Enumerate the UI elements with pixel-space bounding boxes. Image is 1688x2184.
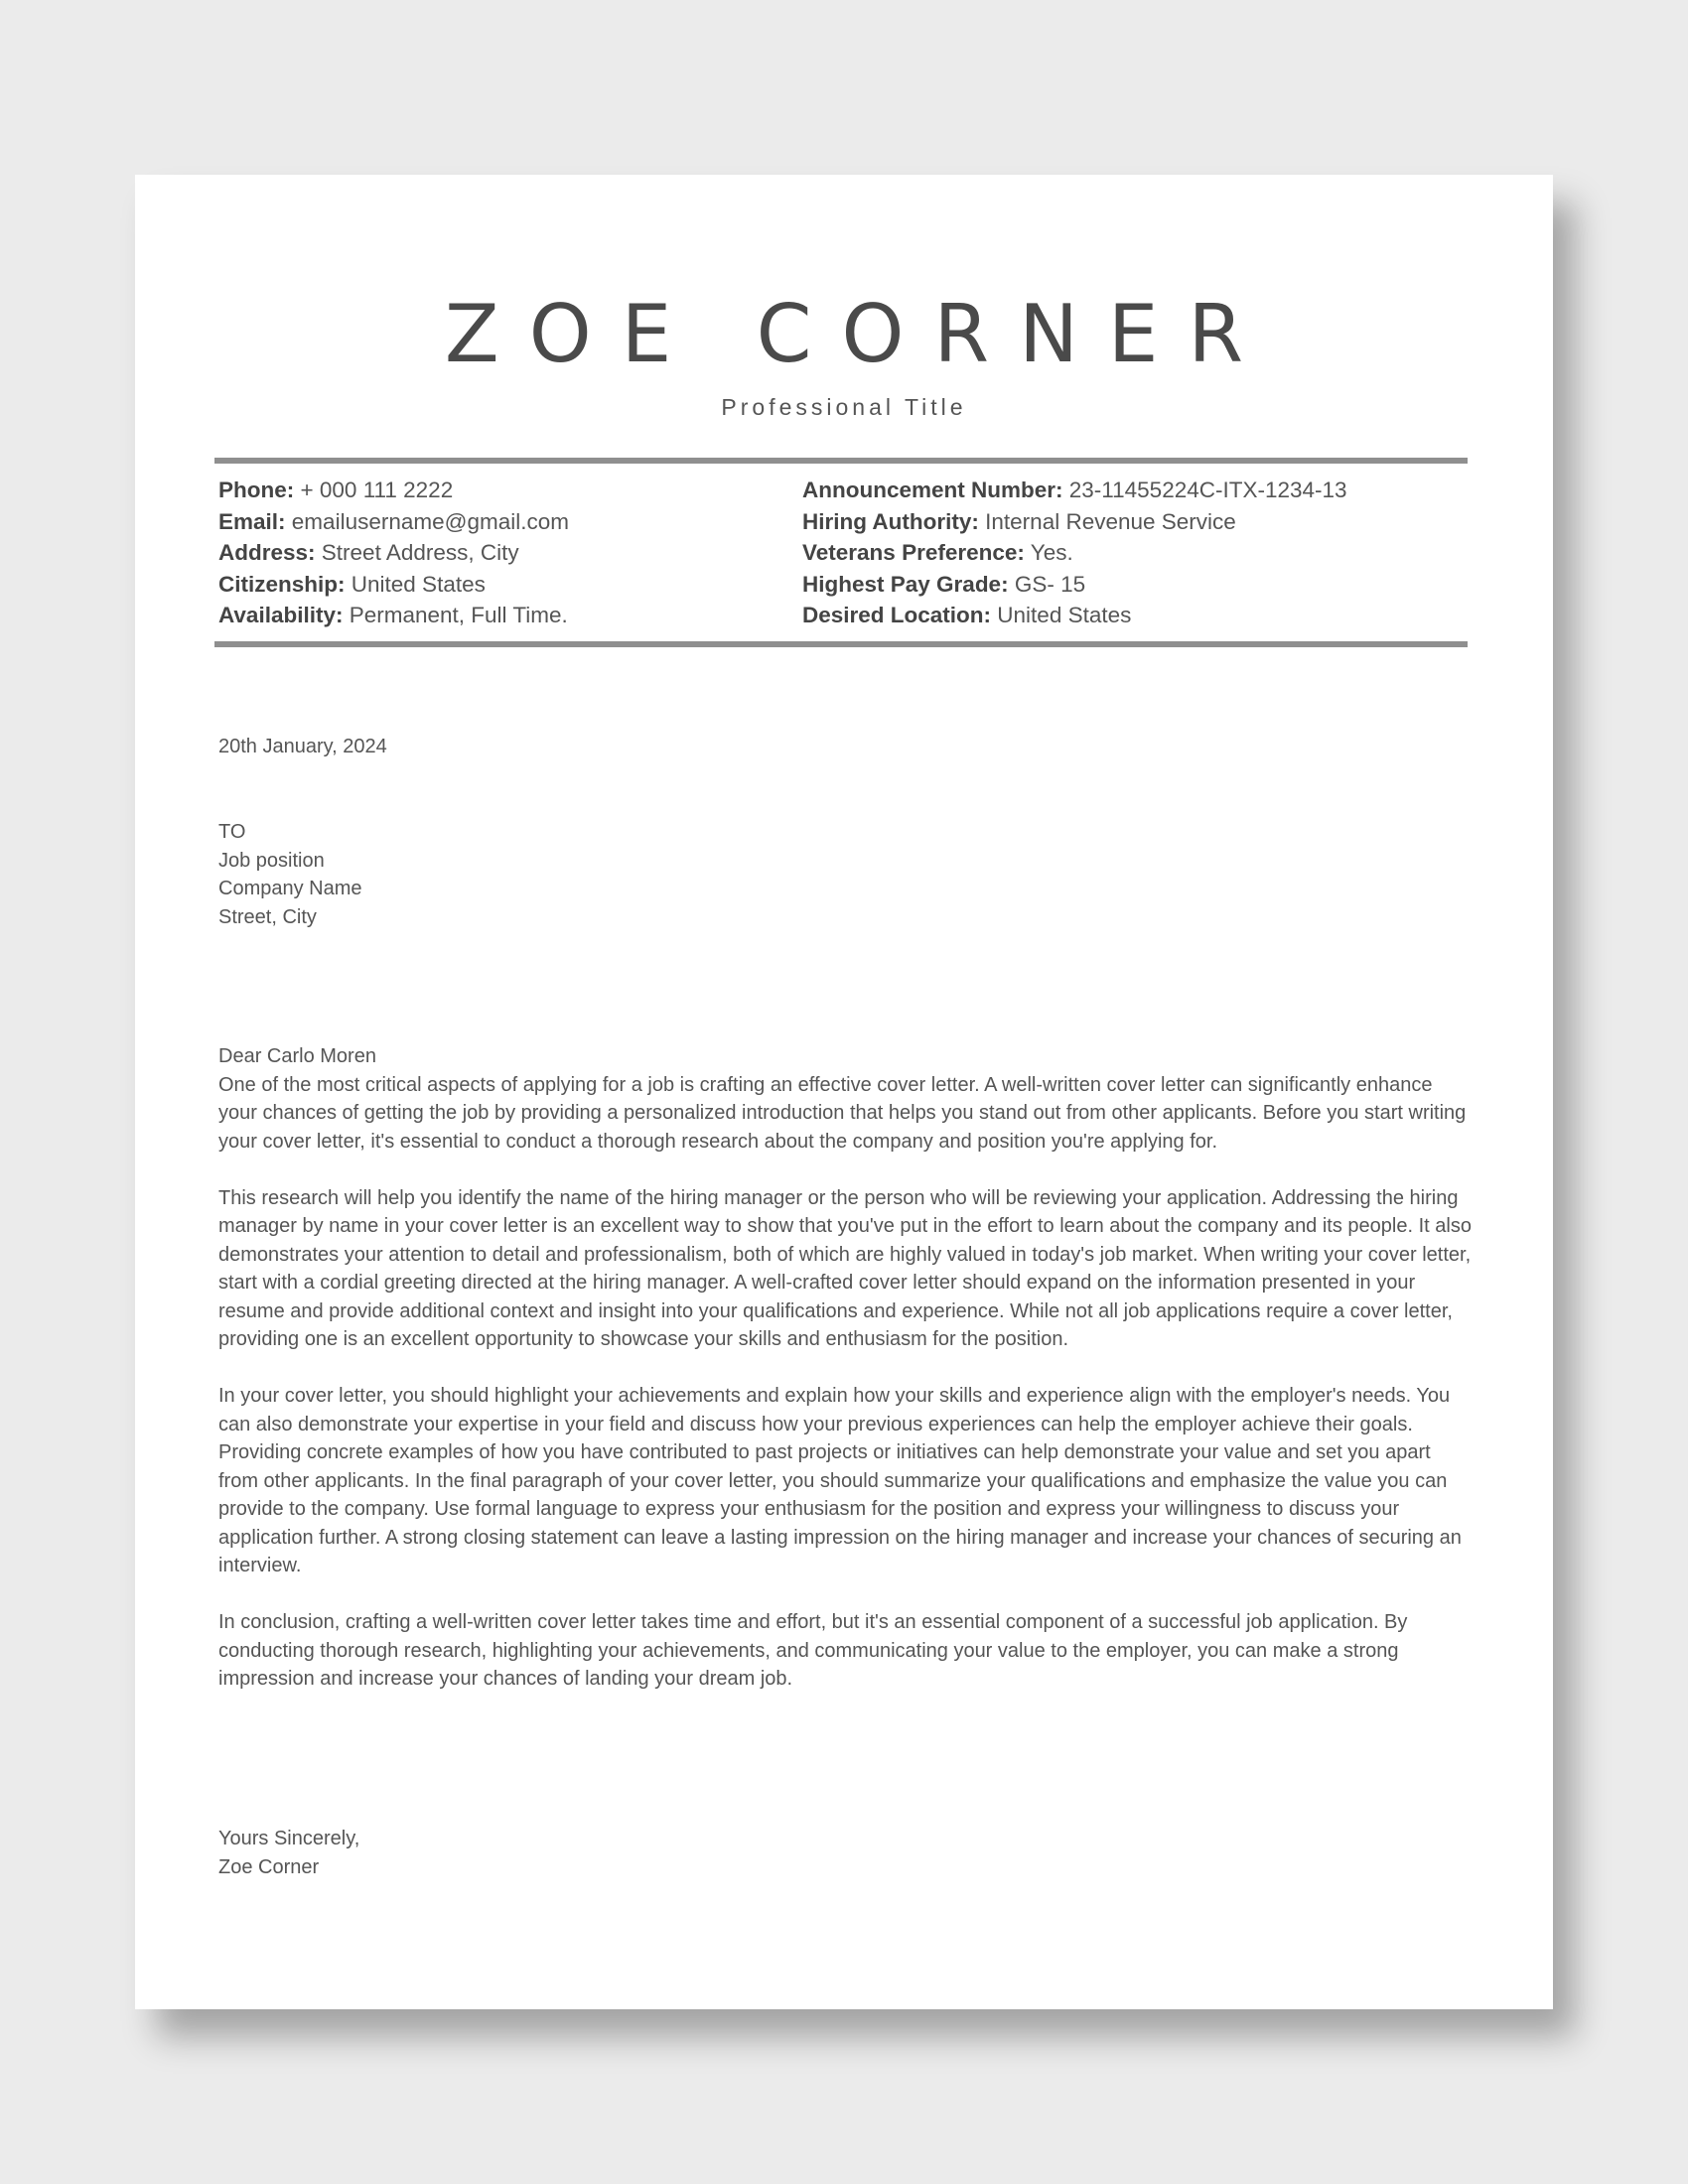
info-veterans-preference [802,537,1347,569]
info-email [218,506,569,538]
letter-paragraph: This research will help you identify the name of the hiring manager or the person who will be reviewing your application. Addressing the hiring manager by name in your cover letter is an excellent way to show that you've put in the effort to learn about the company and its people. It also demonstrates your attention to detail and professionalism, both of which are highly valued in today's job market. When writing your cover letter, start with a cordial greeting directed at the hiring manager. A well-crafted cover letter should expand on the information presented in your resume and provide additional context and insight into your qualifications and experience. While not all job applications require a cover letter, providing one is an excellent opportunity to showcase your skills and enthusiasm for the position. [218,1186,1472,1350]
info-label: Email: [218,508,286,534]
contact-info-right [802,475,1347,631]
recipient-block [218,818,1472,931]
info-label: Veterans Preference: [802,540,1025,565]
info-label: Address: [218,540,316,565]
info-value: United States [997,603,1132,627]
recipient-line: Job position [218,849,325,872]
info-value: 23-11455224C-ITX-1234-13 [1068,478,1347,502]
letter-paragraph: One of the most critical aspects of applying for a job is crafting an effective cover letter. A well-written cover letter can significantly enhance your chances of getting the job by providing a personalized introduction that helps you stand out from other applicants. Before you start writing your cover letter, it's essential to conduct a thorough research about the company and position you're applying for. [218,1073,1467,1153]
info-label: Highest Pay Grade: [802,571,1009,597]
letter-paragraph: In your cover letter, you should highlight your achievements and explain how your skills and experience align with the employer's needs. You can also demonstrate your expertise in your field and discuss how your previous experiences can help the employer achieve their goals. Providing concrete examples of how you have contributed to past projects or initiatives can help demonstrate your value and set you apart from other applicants. In the final paragraph of your cover letter, you should summarize your qualifications and emphasize the value you can provide to the company. Use formal language to express your enthusiasm for the position and express your willingness to discuss your application further. A strong closing statement can leave a lasting impression on the hiring manager and increase your chances of securing an interview. [218,1385,1462,1576]
letter-paragraph: In conclusion, crafting a well-written cover letter takes time and effort, but it's an essential component of a successful job application. By conducting thorough research, highlighting your achievements, and communicating your value to the employer, you can make a strong impression and increase your chances of landing your dream job. [218,1611,1408,1690]
info-label: Announcement Number: [802,478,1063,502]
letter-body [218,1042,1472,1721]
info-label: Phone: [218,478,295,502]
info-value: Internal Revenue Service [985,508,1236,534]
professional-title: Professional Title [721,394,967,420]
recipient-line: TO [218,821,246,843]
info-highest-pay-grade [802,569,1347,601]
header-divider-bottom [214,641,1468,647]
info-value: + 000 111 2222 [300,478,454,502]
info-label: Desired Location: [802,603,992,627]
info-label: Availability: [218,603,344,627]
contact-info-left [218,475,569,631]
salutation: Dear Carlo Moren [218,1045,376,1067]
info-value: Street Address, City [321,540,519,565]
header-divider-top [214,458,1468,464]
closing-block [218,1825,1472,1881]
info-value: United States [351,571,486,597]
closing-phrase: Yours Sincerely, [218,1828,360,1849]
info-address [218,537,569,569]
info-availability [218,600,569,631]
info-value: Permanent, Full Time. [349,603,568,627]
letter-date: 20th January, 2024 [218,736,387,757]
info-citizenship [218,569,569,601]
info-announcement-number [802,475,1347,506]
applicant-name: ZOE CORNER [444,288,1274,380]
info-value: Yes. [1030,540,1073,565]
info-label: Citizenship: [218,571,346,597]
signature-name: Zoe Corner [218,1855,320,1878]
info-value: GS- 15 [1014,571,1086,597]
info-desired-location [802,600,1347,631]
info-hiring-authority [802,506,1347,538]
info-value: emailusername@gmail.com [291,508,569,534]
info-label: Hiring Authority: [802,508,979,534]
info-phone [218,475,569,506]
recipient-line: Street, City [218,905,317,928]
recipient-line: Company Name [218,878,362,899]
